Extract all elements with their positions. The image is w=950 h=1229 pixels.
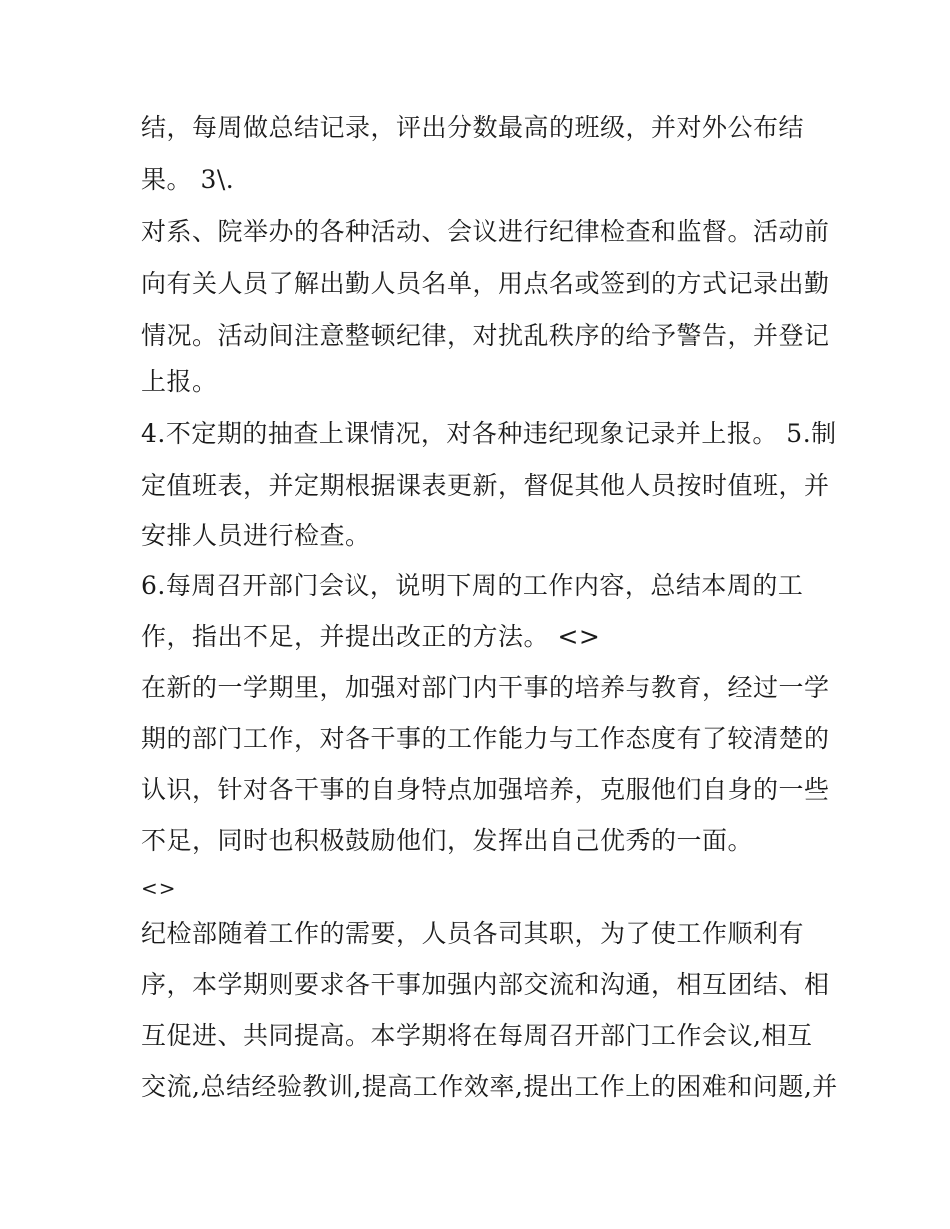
text-line-16: <> [141,876,177,900]
text-line-15: 不足，同时也积极鼓励他们，发挥出自己优秀的一面。 [141,826,754,855]
text-line-18: 序，本学期则要求各干事加强内部交流和沟通，相互团结、相 [141,970,830,999]
text-line-5: 情况。活动间注意整顿纪律，对扰乱秩序的给予警告，并登记 [141,321,830,350]
text-line-6: 上报。 [141,367,218,396]
text-line-7: 4.不定期的抽查上课情况，对各种违纪现象记录并上报。 5.制 [141,419,837,448]
text-line-10: 6.每周召开部门会议，说明下周的工作内容，总结本周的工 [141,571,804,600]
text-line-13: 期的部门工作，对各干事的工作能力与工作态度有了较清楚的 [141,724,830,753]
text-line-9: 安排人员进行检查。 [141,521,371,550]
text-line-17: 纪检部随着工作的需要，人员各司其职，为了使工作顺利有 [141,919,805,948]
text-line-4: 向有关人员了解出勤人员名单，用点名或签到的方式记录出勤 [141,269,830,298]
text-line-12: 在新的一学期里，加强对部门内干事的培养与教育，经过一学 [141,673,830,702]
text-line-19: 互促进、共同提高。本学期将在每周召开部门工作会议,相互 [141,1021,813,1050]
text-line-11: 作，指出不足，并提出改正的方法。 <> [141,622,601,651]
text-line-14: 认识，针对各干事的自身特点加强培养，克服他们自身的一些 [141,775,830,804]
text-line-3: 对系、院举办的各种活动、会议进行纪律检查和监督。活动前 [141,217,830,246]
text-line-2: 果。 3\. [141,165,235,194]
text-line-8: 定值班表，并定期根据课表更新，督促其他人员按时值班，并 [141,471,830,500]
text-line-1: 结，每周做总结记录，评出分数最高的班级，并对外公布结 [141,113,805,142]
text-line-20: 交流,总结经验教训,提高工作效率,提出工作上的困难和问题,并 [141,1072,838,1101]
